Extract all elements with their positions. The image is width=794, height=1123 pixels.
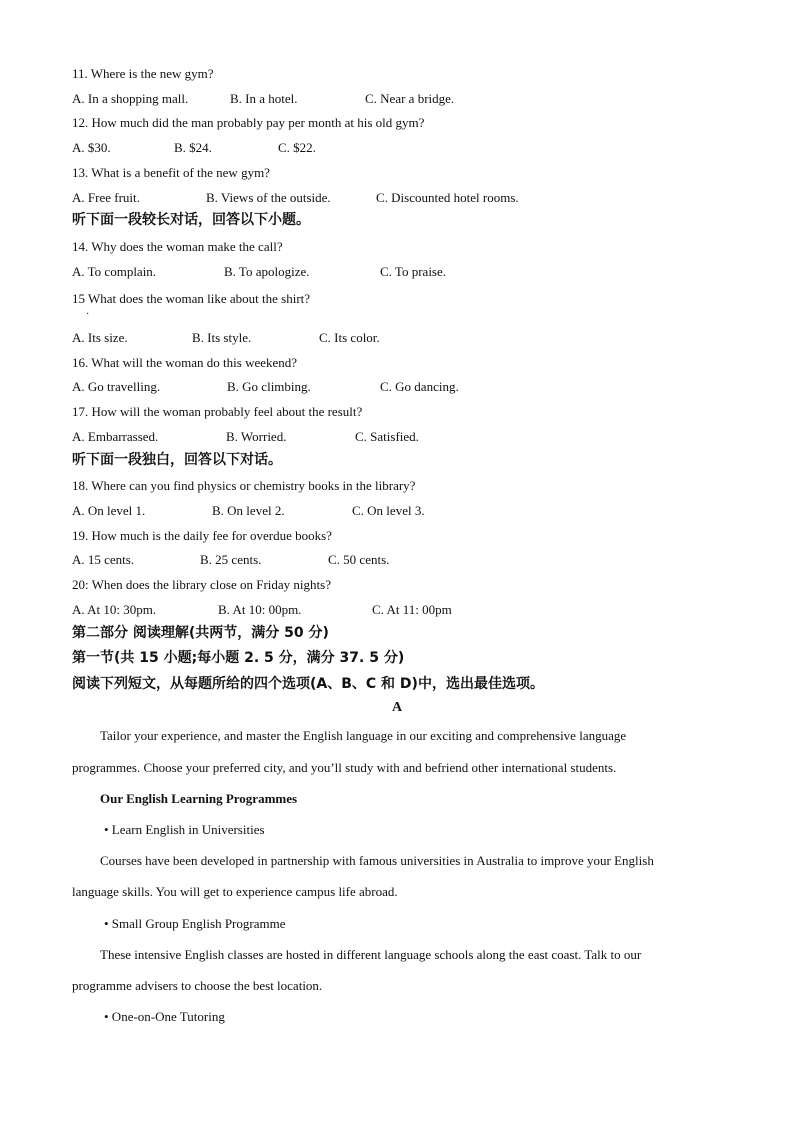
para-universities-line-1: Courses have been developed in partnership with famous universities in Australia to improve your English [100,853,654,868]
question-20: 20: When does the library close on Friday nights? [72,577,331,592]
para-small-group-line-1: These intensive English classes are hosted in different language schools along the east coast. Talk to our [100,947,642,962]
programmes-heading: Our English Learning Programmes [100,791,298,806]
part-two-title: 第二部分 阅读理解(共两节，满分 50 分) [72,625,329,641]
option-b: B. $24. [174,140,212,155]
option-b: B. Views of the outside. [206,190,331,205]
question-12: 12. How much did the man probably pay per month at his old gym? [72,115,425,130]
passage-label: A [391,700,403,715]
option-c: C. $22. [278,140,316,155]
question-19: 19. How much is the daily fee for overdue books? [72,528,332,543]
option-c: C. Go dancing. [380,379,459,394]
question-15: 15 What does the woman like about the shirt? [72,291,311,306]
option-c: C. Satisfied. [355,429,419,444]
bullet-tutoring: • One-on-One Tutoring [104,1009,225,1024]
question-17: 17. How will the woman probably feel about the result? [72,404,363,419]
question-11: 11. Where is the new gym? [72,66,214,81]
option-b: B. To apologize. [224,264,310,279]
question-18: 18. Where can you find physics or chemistry books in the library? [72,478,416,493]
option-c: C. Near a bridge. [365,91,455,106]
option-a: A. On level 1. [72,503,146,518]
bullet-small-group: • Small Group English Programme [104,916,286,931]
option-b: B. At 10: 00pm. [218,602,302,617]
option-a: A. Embarrassed. [72,429,159,444]
option-c: C. On level 3. [352,503,425,518]
option-a: A. Its size. [72,330,128,345]
instruction-long-dialogue: 听下面一段较长对话，回答以下小题。 [72,212,310,228]
option-a: A. $30. [72,140,111,155]
option-a: A. In a shopping mall. [72,91,189,106]
stray-dot: · [86,309,90,320]
para-small-group-line-2: programme advisers to choose the best location. [72,978,323,993]
passage-intro-line-2: programmes. Choose your preferred city, and you’ll study with and befriend other international students. [72,760,617,775]
reading-directions: 阅读下列短文，从每题所给的四个选项(A、B、C 和 D)中，选出最佳选项。 [72,676,544,692]
option-c: C. At 11: 00pm [372,602,452,617]
option-c: C. To praise. [380,264,447,279]
option-a: A. Go travelling. [72,379,161,394]
option-b: B. Go climbing. [227,379,311,394]
option-c: C. 50 cents. [328,552,390,567]
option-b: B. In a hotel. [230,91,298,106]
option-a: A. At 10: 30pm. [72,602,157,617]
option-b: B. Its style. [192,330,252,345]
bullet-universities: • Learn English in Universities [104,822,265,837]
passage-intro-line-1: Tailor your experience, and master the English language in our exciting and comprehensive language [100,728,627,743]
option-b: B. Worried. [226,429,287,444]
question-16: 16. What will the woman do this weekend? [72,355,298,370]
option-c: C. Discounted hotel rooms. [376,190,519,205]
para-universities-line-2: language skills. You will get to experience campus life abroad. [72,884,398,899]
option-b: B. On level 2. [212,503,285,518]
instruction-monologue: 听下面一段独白，回答以下对话。 [72,452,282,468]
option-a: A. Free fruit. [72,190,140,205]
option-a: A. 15 cents. [72,552,135,567]
option-b: B. 25 cents. [200,552,262,567]
question-14: 14. Why does the woman make the call? [72,239,283,254]
option-a: A. To complain. [72,264,157,279]
question-13: 13. What is a benefit of the new gym? [72,165,270,180]
option-c: C. Its color. [319,330,380,345]
section-one-title: 第一节(共 15 小题;每小题 2. 5 分，满分 37. 5 分) [72,650,405,666]
